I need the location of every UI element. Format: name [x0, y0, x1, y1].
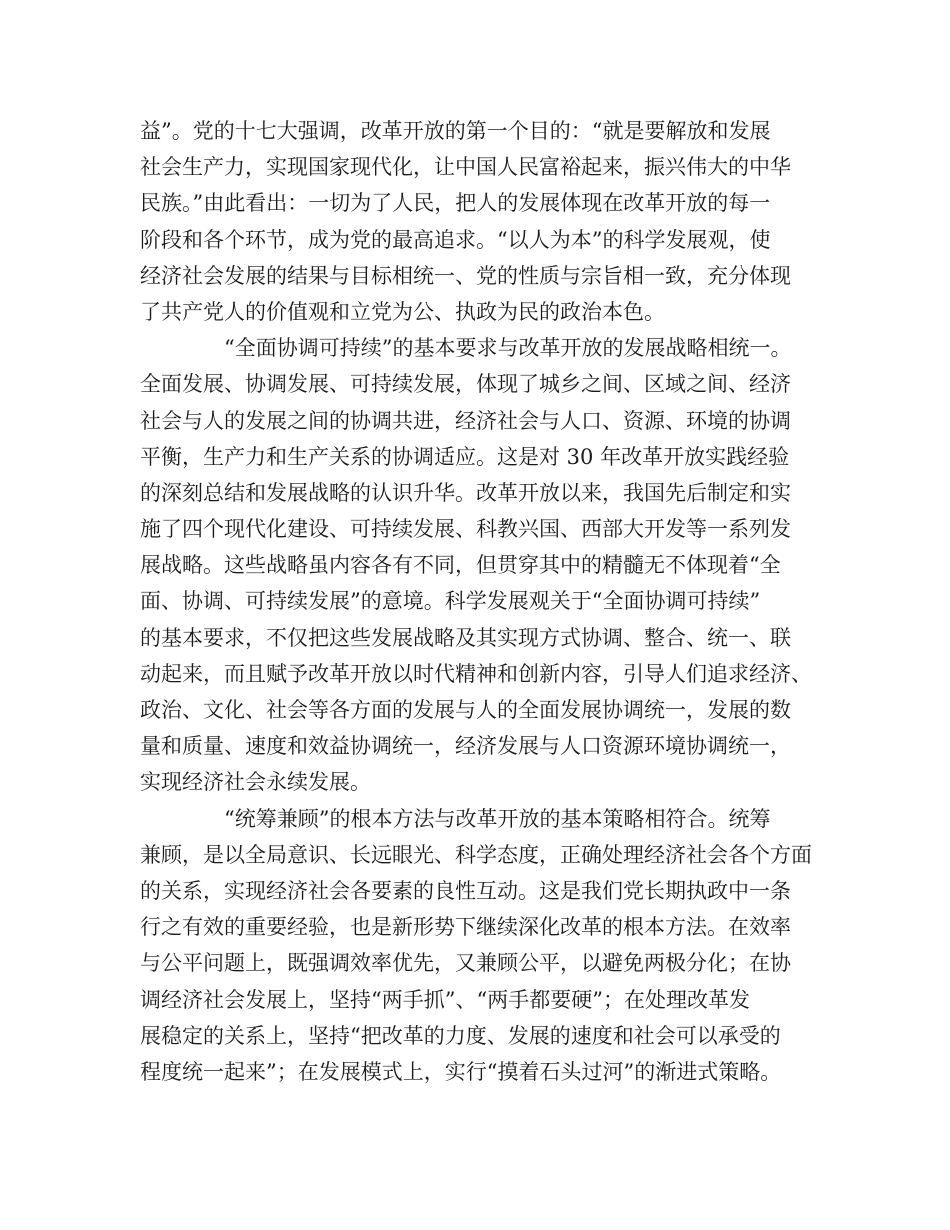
text-line: 阶段和各个环节，成为党的最高追求。“以人为本”的科学发展观，使	[140, 227, 771, 252]
text-line: 的关系，实现经济社会各要素的良性互动。这是我们党长期执政中一条	[140, 878, 791, 903]
text-line: 经济社会发展的结果与目标相统一、党的性质与宗旨相一致，充分体现	[140, 263, 791, 288]
text-line: 施了四个现代化建设、可持续发展、科教兴国、西部大开发等一系列发	[140, 517, 791, 542]
text-line: 实现经济社会永续发展。	[140, 770, 371, 795]
text-line: 政治、文化、社会等各方面的发展与人的全面发展协调统一，发展的数	[140, 698, 791, 722]
text-line: 的基本要求，不仅把这些发展战略及其实现方式协调、整合、统一、联	[140, 625, 791, 650]
text-line: 平衡，生产力和生产关系的协调适应。这是对 30 年改革开放实践经验	[140, 444, 790, 469]
text-line: 兼顾，是以全局意识、长远眼光、科学态度，正确处理经济社会各个方面	[140, 842, 812, 867]
text-line: 动起来，而且赋予改革开放以时代精神和创新内容，引导人们追求经济、	[140, 661, 812, 686]
text-line: 社会生产力，实现国家现代化，让中国人民富裕起来，振兴伟大的中华	[140, 155, 791, 180]
text-line: 社会与人的发展之间的协调共进，经济社会与人口、资源、环境的协调	[140, 408, 791, 433]
text-line: 展战略。这些战略虽内容各有不同，但贯穿其中的精髓无不体现着“全	[140, 553, 781, 578]
text-line: 面、协调、可持续发展”的意境。科学发展观关于“全面协调可持续”	[140, 589, 761, 614]
text-line: 程度统一起来”；在发展模式上，实行“摸着石头过河”的渐进式策略。	[140, 1059, 782, 1084]
text-line: 益”。党的十七大强调，改革开放的第一个目的：“就是要解放和发展	[140, 119, 771, 143]
text-line: 展稳定的关系上，坚持“把改革的力度、发展的速度和社会可以承受的	[140, 1023, 781, 1048]
text-line: 全面发展、协调发展、可持续发展，体现了城乡之间、区域之间、经济	[140, 372, 791, 397]
text-line: 的深刻总结和发展战略的认识升华。改革开放以来，我国先后制定和实	[140, 480, 791, 505]
text-line: 调经济社会发展上，坚持“两手抓”、“两手都要硬”；在处理改革发	[140, 987, 750, 1012]
text-line: 与公平问题上，既强调效率优先，又兼顾公平，以避免两极分化；在协	[140, 951, 791, 976]
body-text	[140, 113, 830, 1090]
text-line: 民族。”由此看出：一切为了人民，把人的发展体现在改革开放的每一	[140, 191, 771, 216]
text-line: 行之有效的重要经验，也是新形势下继续深化改革的根本方法。在效率	[140, 915, 791, 940]
paragraph-first-line: “全面协调可持续”的基本要求与改革开放的发展战略相统一。	[224, 336, 792, 361]
text-line: 了共产党人的价值观和立党为公、执政为民的政治本色。	[140, 299, 665, 324]
text-line: 量和质量、速度和效益协调统一，经济发展与人口资源环境协调统一，	[140, 734, 791, 759]
paragraph-first-line: “统筹兼顾”的根本方法与改革开放的基本策略相符合。统筹	[224, 806, 771, 831]
